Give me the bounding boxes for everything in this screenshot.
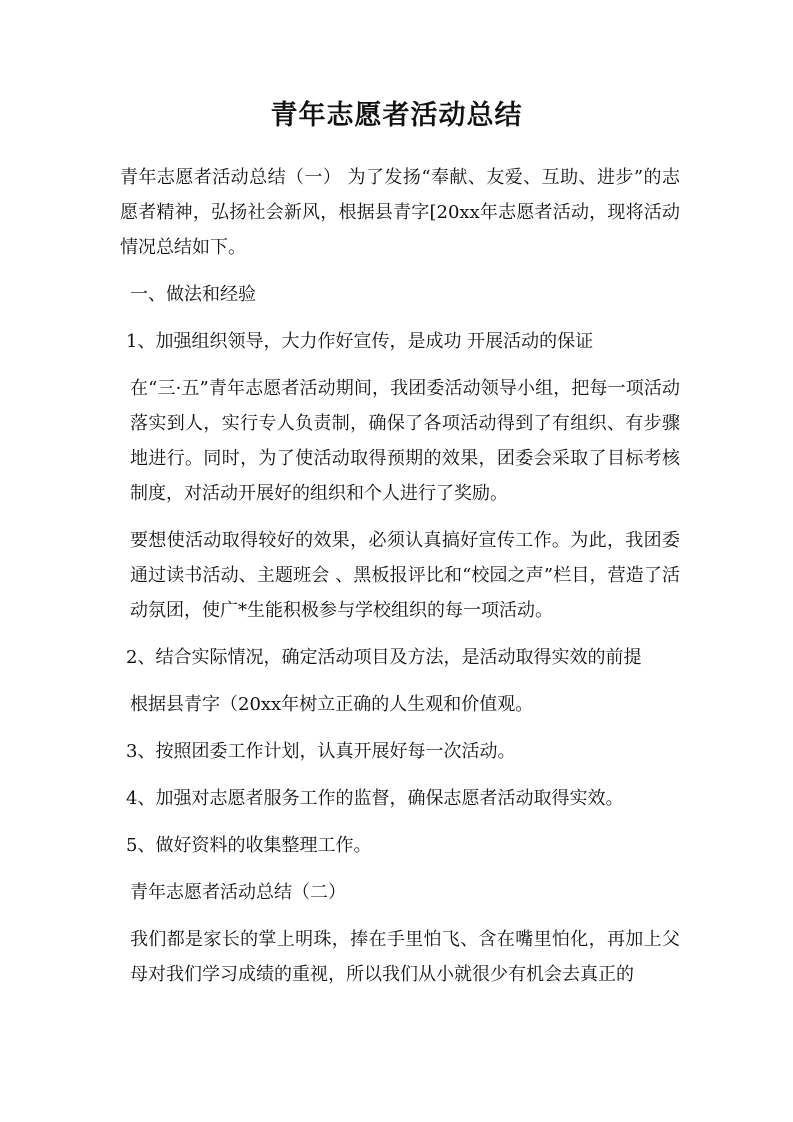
document-body bbox=[120, 160, 680, 1004]
subheading-5: 5、做好资料的收集整理工作。 bbox=[126, 835, 372, 856]
paragraph-reference: 根据县青字（20xx年树立正确的人生观和价值观。 bbox=[130, 694, 534, 715]
paragraph-intro: 青年志愿者活动总结（一） 为了发扬“奉献、友爱、互助、进步”的志愿者精神，弘扬社会新风，根据县青字[20xx年志愿者活动，现将活动情况总结如下。 bbox=[120, 167, 680, 258]
subheading-1: 1、加强组织领导，大力作好宣传，是成功 开展活动的保证 bbox=[126, 331, 594, 352]
paragraph-part2-intro: 我们都是家长的掌上明珠，捧在手里怕飞、含在嘴里怕化，再加上父母对我们学习成绩的重视，所以我们从小就很少有机会去真正的 bbox=[130, 929, 680, 985]
subheading-4: 4、加强对志愿者服务工作的监督，确保志愿者活动取得实效。 bbox=[126, 788, 624, 809]
paragraph-organization: 在“三·五”青年志愿者活动期间，我团委活动领导小组，把每一项活动落实到人，实行专人负责制，确保了各项活动得到了有组织、有步骤地进行。同时，为了使活动取得预期的效果，团委会采取了目标考核制度，对活动开展好的组织和个人进行了奖励。 bbox=[130, 378, 680, 504]
subheading-2: 2、结合实际情况，确定活动项目及方法，是活动取得实效的前提 bbox=[126, 647, 642, 668]
subheading-3: 3、按照团委工作计划，认真开展好每一次活动。 bbox=[126, 741, 516, 762]
section-heading-methods: 一、做法和经验 bbox=[130, 284, 256, 305]
document-title: 青年志愿者活动总结 bbox=[270, 100, 523, 131]
paragraph-publicity: 要想使活动取得较好的效果，必须认真搞好宣传工作。为此，我团委通过读书活动、主题班会 、黑板报评比和“校园之声”栏目，营造了活动氛团，使广*生能积极参与学校组织的每一项活动。 bbox=[130, 530, 680, 621]
section-title-part2: 青年志愿者活动总结（二） bbox=[130, 882, 346, 903]
